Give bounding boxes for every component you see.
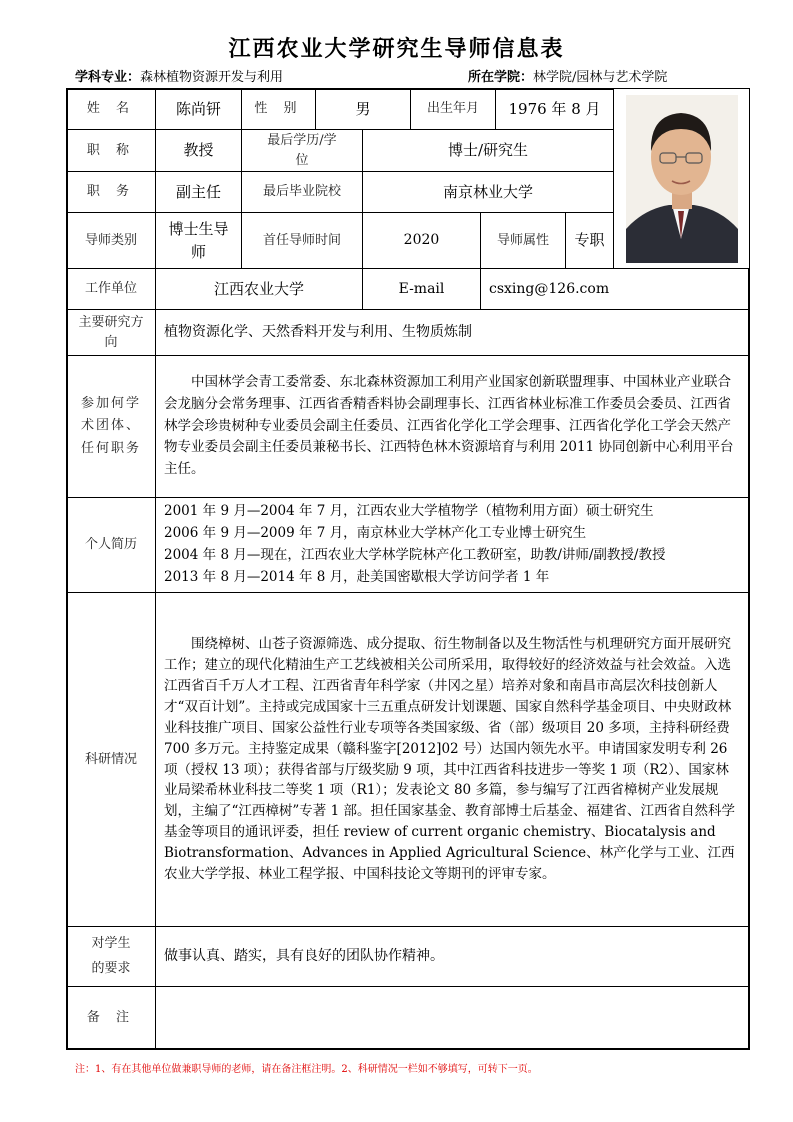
unit-value: 江西农业大学 xyxy=(155,268,363,310)
resume-list xyxy=(164,501,665,588)
sci-label: 科研情况 xyxy=(66,592,156,927)
college-label: 所在学院 xyxy=(468,70,521,85)
unit-label: 工作单位 xyxy=(66,268,156,310)
societies-label: 参加何学术团体、任何职务 xyxy=(66,355,156,498)
title-value: 教授 xyxy=(155,129,242,172)
research-value: 植物资源化学、天然香料开发与利用、生物质炼制 xyxy=(155,309,750,356)
subject-value: 森林植物资源开发与利用 xyxy=(140,70,284,85)
title-label: 职 称 xyxy=(66,129,156,172)
subject-line: 学科专业：森林植物资源开发与利用 xyxy=(75,70,284,85)
degree-value: 博士/研究生 xyxy=(362,129,614,172)
degree-label: 最后学历/学位 xyxy=(241,129,363,172)
college-line: 所在学院：林学院/园林与艺术学院 xyxy=(468,70,668,85)
remark-value xyxy=(155,986,750,1050)
school-label: 最后毕业院校 xyxy=(241,171,363,213)
resume-line: 2013 年 8 月—2014 年 8 月，赴美国密歇根大学访问学者 1 年 xyxy=(164,568,550,585)
birth-label: 出生年月 xyxy=(410,88,496,130)
tutor-attr-value: 专职 xyxy=(565,212,614,269)
name-value: 陈尚钘 xyxy=(155,88,242,130)
req-label: 对学生的要求 xyxy=(66,926,156,987)
tutor-type-label: 导师类别 xyxy=(66,212,156,269)
page-title: 江西农业大学研究生导师信息表 xyxy=(228,36,565,62)
societies-cell xyxy=(155,355,750,498)
gender-value: 男 xyxy=(315,88,411,130)
resume-line: 2001 年 9 月—2004 年 7 月，江西农业大学植物学（植物利用方面）硕士研究生 xyxy=(164,503,654,520)
photo-cell xyxy=(613,88,750,269)
sci-cell xyxy=(155,592,750,927)
college-value: 林学院/园林与艺术学院 xyxy=(533,70,668,85)
resume-line: 2006 年 9 月—2009 年 7 月，南京林业大学林产化工专业博士研究生 xyxy=(164,525,587,542)
resume-cell xyxy=(155,497,750,593)
gender-label: 性 别 xyxy=(241,88,316,130)
first-time-label: 首任导师时间 xyxy=(241,212,363,269)
req-value: 做事认真、踏实，具有良好的团队协作精神。 xyxy=(155,926,750,987)
school-value: 南京林业大学 xyxy=(362,171,614,213)
research-label: 主要研究方向 xyxy=(66,309,156,356)
portrait-photo xyxy=(614,89,749,268)
email-label: E-mail xyxy=(362,268,481,310)
resume-line: 2004 年 8 月—现在，江西农业大学林学院林产化工教研室，助教/讲师/副教授/教授 xyxy=(164,547,666,563)
email-value: csxing@126.com xyxy=(480,268,750,310)
subject-label: 学科专业 xyxy=(75,70,128,85)
tutor-type-value: 博士生导师 xyxy=(155,212,242,269)
birth-value: 1976 年 8 月 xyxy=(495,88,614,130)
footnote: 注：1、有在其他单位做兼职导师的老师，请在备注框注明。2、科研情况一栏如不够填写，可转下一页。 xyxy=(75,1064,538,1075)
remark-label: 备 注 xyxy=(66,986,156,1050)
post-value: 副主任 xyxy=(155,171,242,213)
first-time-value: 2020 xyxy=(362,212,481,269)
tutor-attr-label: 导师属性 xyxy=(480,212,566,269)
post-label: 职 务 xyxy=(66,171,156,213)
resume-label: 个人简历 xyxy=(66,497,156,593)
name-label: 姓 名 xyxy=(66,88,156,130)
societies-value: 中国林学会青工委常委、东北森林资源加工利用产业国家创新联盟理事、中国林业产业联合会龙脑分会常务理事、江西省香精香料协会副理事长、江西省林业标准工作委员会委员、江西省林学会珍贵树种专业委员会副主任委员、江西省化学化工学会理事、江西省化学化工学会天然产物专业委员会副主任委员兼秘书长、江西特色林木资源培育与利用 2011 协同创新中心利用平台主任。 xyxy=(164,373,734,478)
sci-value: 围绕樟树、山苍子资源筛选、成分提取、衍生物制备以及生物活性与机理研究方面开展研究工作；建立的现代化精油生产工艺线被相关公司所采用，取得较好的经济效益与社会效益。入选江西省百千万人才工程、江西省青年科学家（井冈之星）培养对象和南昌市高层次科技创新人才“双百计划”。主持或完成国家十三五重点研发计划课题、国家自然科学基金项目、中央财政林业科技推广项目、国家公益性行业专项等各类国家级、省（部）级项目 20 多项，主持科研经费 700 多万元。主持鉴定成果（赣科鉴字[2012]02 号）达国内领先水平。申请国家发明专利 26 项（授权 13 项）；获得省部与厅级奖励 9 项，其中江西省科技进步一等奖 1 项（R2）、国家林业局梁希林业科技二等奖 1 项（R1）；发表论文 80 多篇，参与编写了江西省樟树产业发展规划，主编了“江西樟树”专著 1 部。担任国家基金、教育部博士后基金、福建省、江西省自然科学基金等项目的通讯评委，担任 review of current organic chemistry、Biocatalysis and Biotransformation、Advances in Applied Agricultural Science、林产化学与工业、江西农业大学学报、林业工程学报、中国科技论文等期刊的评审专家。 xyxy=(164,635,735,883)
